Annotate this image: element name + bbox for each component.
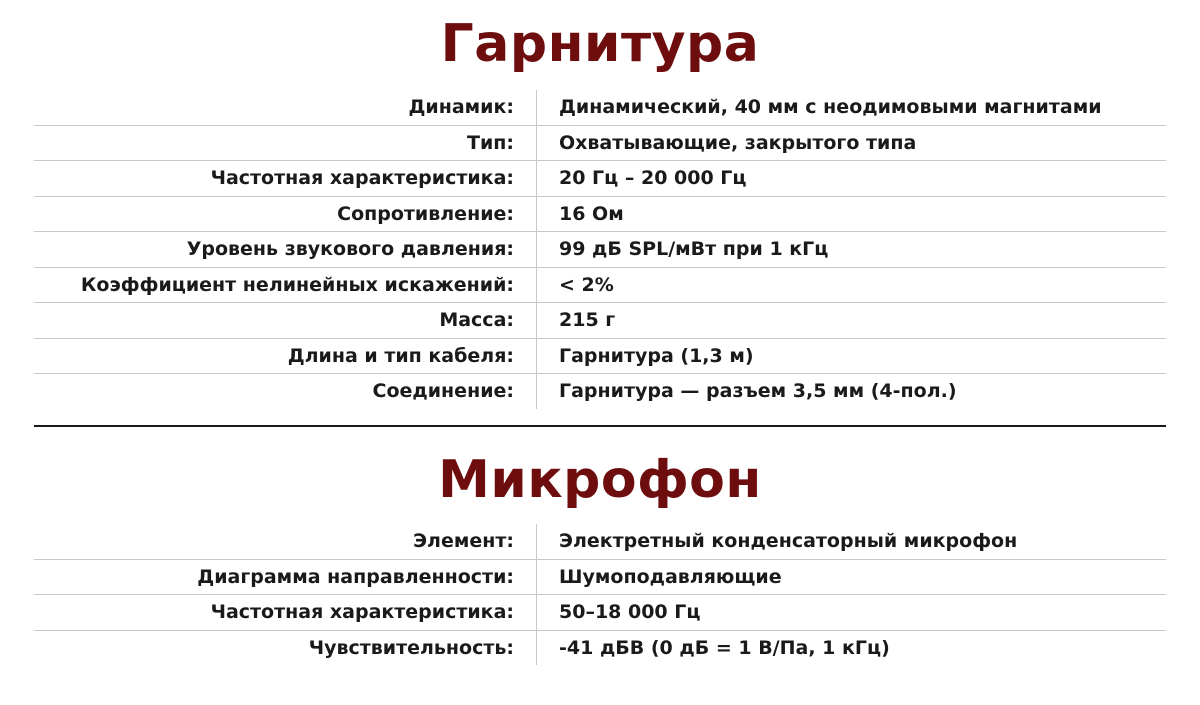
spec-label: Тип:	[467, 131, 514, 154]
section-divider	[34, 425, 1166, 427]
spec-value: 50–18 000 Гц	[559, 601, 701, 624]
spec-row-speaker	[34, 90, 1166, 125]
spec-label: Сопротивление:	[337, 202, 514, 225]
spec-row-connection	[34, 373, 1166, 409]
spec-label: Элемент:	[413, 530, 514, 553]
spec-value: Гарнитура (1,3 м)	[559, 344, 754, 367]
spec-row-frequency-response	[34, 594, 1166, 630]
spec-label: Динамик:	[408, 96, 514, 119]
column-separator	[536, 197, 537, 232]
spec-label: Частотная характеристика:	[210, 167, 514, 190]
column-separator	[536, 595, 537, 630]
column-separator	[536, 303, 537, 338]
spec-label: Уровень звукового давления:	[186, 238, 514, 261]
spec-value: 99 дБ SPL/мВт при 1 кГц	[559, 238, 829, 261]
headset-section-title: Гарнитура	[440, 14, 760, 74]
column-separator	[536, 524, 537, 559]
spec-value: -41 дБВ (0 дБ = 1 В/Па, 1 кГц)	[559, 636, 890, 659]
spec-label: Соединение:	[372, 380, 514, 403]
spec-value: Динамический, 40 мм с неодимовыми магнитами	[559, 96, 1102, 119]
column-separator	[536, 161, 537, 196]
spec-row-impedance	[34, 196, 1166, 232]
column-separator	[536, 268, 537, 303]
headset-spec-table	[34, 90, 1166, 409]
spec-row-thd	[34, 267, 1166, 303]
spec-value: Охватывающие, закрытого типа	[559, 131, 917, 154]
spec-label: Коэффициент нелинейных искажений:	[80, 273, 514, 296]
column-separator	[536, 560, 537, 595]
spec-label: Частотная характеристика:	[210, 601, 514, 624]
column-separator	[536, 339, 537, 374]
spec-value: 16 Ом	[559, 202, 624, 225]
spec-row-spl	[34, 231, 1166, 267]
spec-value: 215 г	[559, 309, 616, 332]
spec-value: Электретный конденсаторный микрофон	[559, 530, 1018, 553]
spec-value: < 2%	[559, 273, 614, 296]
spec-row-cable	[34, 338, 1166, 374]
spec-row-polar-pattern	[34, 559, 1166, 595]
spec-value: Шумоподавляющие	[559, 565, 782, 588]
column-separator	[536, 126, 537, 161]
column-separator	[536, 232, 537, 267]
spec-row-element	[34, 524, 1166, 559]
spec-value: Гарнитура — разъем 3,5 мм (4-пол.)	[559, 380, 957, 403]
column-separator	[536, 631, 537, 666]
column-separator	[536, 90, 537, 125]
spec-label: Диаграмма направленности:	[197, 565, 514, 588]
spec-label: Чувствительность:	[308, 636, 514, 659]
spec-label: Длина и тип кабеля:	[287, 344, 514, 367]
spec-value: 20 Гц – 20 000 Гц	[559, 167, 747, 190]
microphone-spec-table	[34, 524, 1166, 665]
spec-row-frequency-response	[34, 160, 1166, 196]
spec-row-sensitivity	[34, 630, 1166, 666]
spec-row-type	[34, 125, 1166, 161]
spec-row-weight	[34, 302, 1166, 338]
microphone-section-title: Микрофон	[438, 450, 762, 510]
spec-label: Масса:	[439, 309, 514, 332]
column-separator	[536, 374, 537, 409]
